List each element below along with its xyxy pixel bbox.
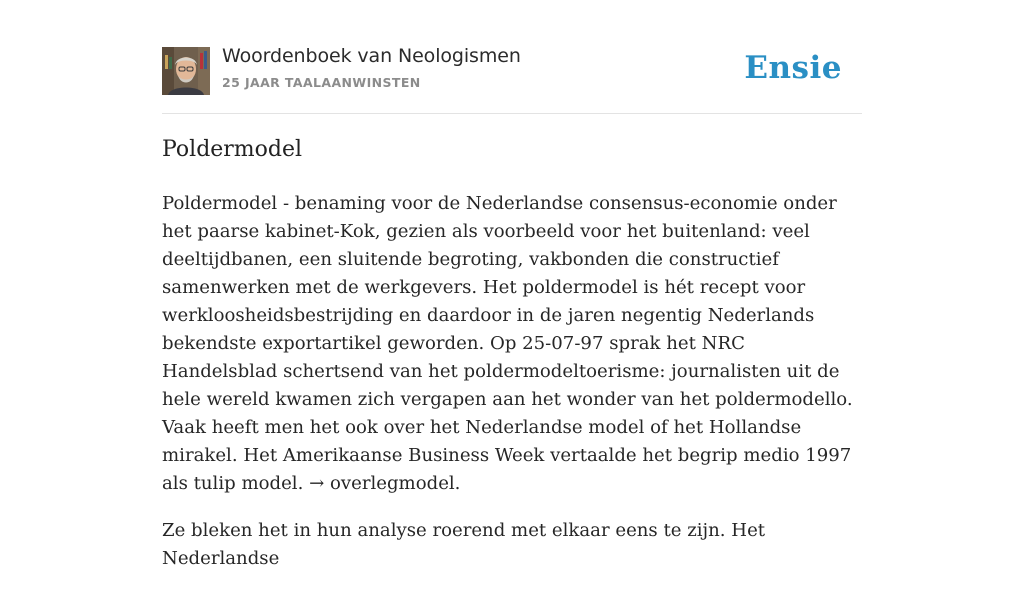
- paragraph-1-text: Poldermodel - benaming voor de Nederlandse consensus-economie onder het paarse kabinet-Kok, gezien als voorbeeld voor het buitenland: veel deeltijdbanen, een sluitende begroting, vakbonden die constructief samenwerken met de werkgevers. Het poldermodel is hét recept voor werkloosheidsbestrijding en daardoor in de jaren negentig Nederlands bekendste exportartikel geworden. Op 25-07-97 sprak het NRC Handelsblad schertsend van het poldermodeltoerisme: journalisten uit de hele wereld kwamen zich vergapen aan het wonder van het poldermodello. Vaak heeft men het ook over het Nederlandse model of het Hollandse mirakel. Het Amerikaanse Business Week vertaalde het begrip medio 1997 als tulip model.: [162, 193, 853, 494]
- source-header: [162, 0, 862, 114]
- ensie-logo[interactable]: Ensie: [744, 50, 842, 86]
- avatar[interactable]: [162, 47, 210, 95]
- content-container: [162, 0, 862, 569]
- entry-title: Poldermodel: [162, 137, 303, 162]
- entry-paragraph-1: [162, 190, 862, 498]
- avatar-image: [162, 47, 210, 95]
- entry-body: [162, 190, 862, 592]
- source-title[interactable]: Woordenboek van Neologismen: [222, 45, 521, 67]
- entry-paragraph-2: Ze bleken het in hun analyse roerend met elkaar eens te zijn. Het Nederlandse: [162, 520, 766, 569]
- source-subtitle: 25 JAAR TAALAANWINSTEN: [222, 75, 421, 90]
- crossref-link-overlegmodel[interactable]: → overlegmodel.: [309, 473, 461, 494]
